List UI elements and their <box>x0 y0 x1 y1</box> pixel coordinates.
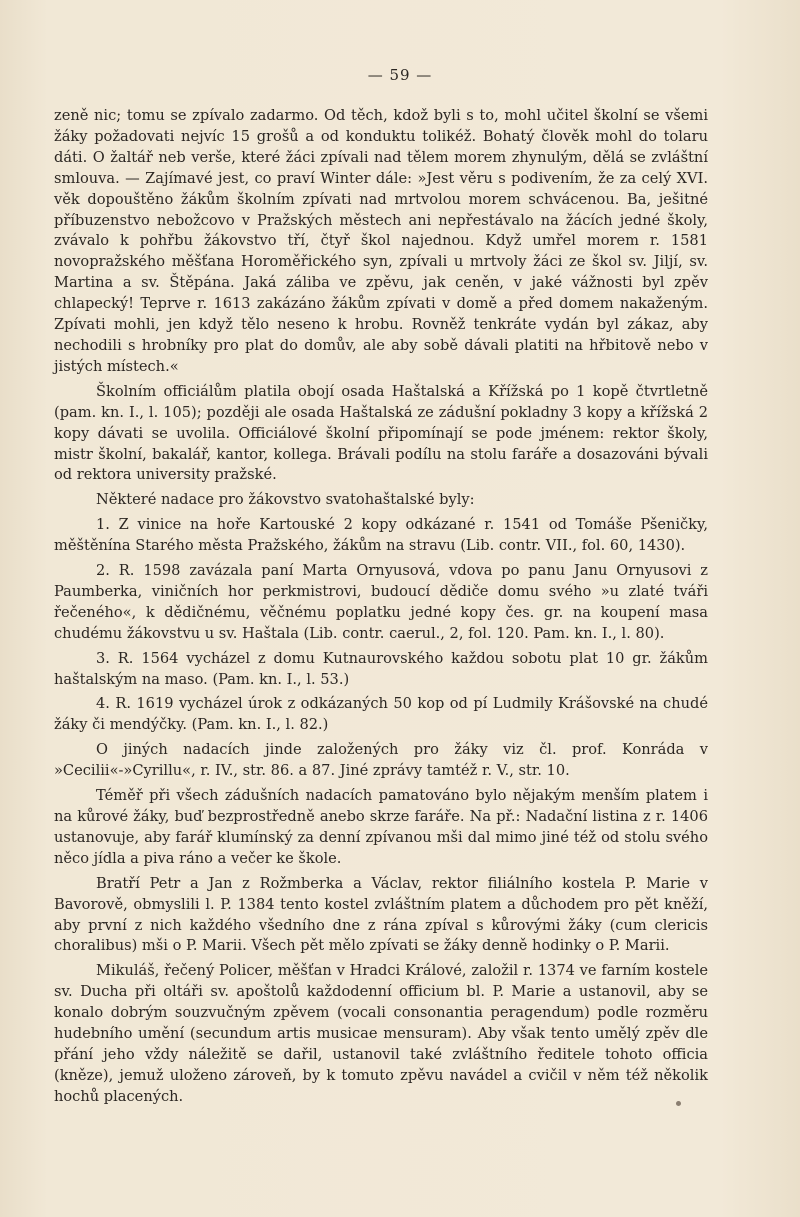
paragraph-2: Školním officiálům platila obojí osada Haštalská a Křížská po 1 kopě čtvrtletně (pam. kn. I., l. 105); později ale osada Haštalská ze zádušní pokladny 3 kopy a křížská 2 kopy dávati se uvolila. Officiálové školní připomínají se pode jménem: rektor školy, mistr školní, bakalář, kantor, kollega. Brávali podílu na stolu faráře a dosazováni bývali od rektora university pražské. <box>54 382 708 484</box>
paragraph-5: 2. R. 1598 zavázala paní Marta Ornyusová, vdova po panu Janu Ornyusovi z Paumberka, viničních hor perkmistrovi, budoucí dědiče domu svého »u zlaté tváři řečeného«, k dědičnému, věčnému poplatku jedné kopy čes. gr. na koupení masa chudému žákovstvu u sv. Haštala (Lib. contr. caerul., 2, fol. 120. Pam. kn. I., l. 80). <box>54 562 708 642</box>
paragraph-11: Mikuláš, řečený Policer, měšťan v Hradci Králové, založil r. 1374 ve farním kostele sv. Ducha při oltáři sv. apoštolů každodenní officium bl. P. Marie a ustanovil, aby se konalo dobrým souzvučným zpěvem (vocali consonantia peragendum) podle rozměru hudebního umění (secundum artis musicae mensuram). Aby však tento umělý zpěv dle přání jeho vždy náležitě se dařil, ustanovil také zvláštního ředitele tohoto officia (kněze), jemuž uloženo zároveň, by k tomuto zpěvu navádel a cvičil v něm též několik hochů placených. <box>54 962 708 1105</box>
paragraph-7: 4. R. 1619 vycházel úrok z odkázaných 50 kop od pí Ludmily Krášovské na chudé žáky či mendýčky. (Pam. kn. I., l. 82.) <box>54 695 708 734</box>
paragraph-4: 1. Z vinice na hoře Kartouské 2 kopy odkázané r. 1541 od Tomáše Pšeničky, měštěnína Starého města Pražského, žákům na stravu (Lib. contr. VII., fol. 60, 1430). <box>54 516 708 555</box>
paragraph-3: Některé nadace pro žákovstvo svatohaštalské byly: <box>96 491 475 509</box>
page-number: — 59 — <box>367 66 433 84</box>
paragraph-9: Téměř při všech zádušních nadacích pamatováno bylo nějakým menším platem i na kůrové žáky, buď bezprostředně anebo skrze faráře. Na př.: Nadační listina z r. 1406 ustanovuje, aby farář klumínský za denní zpívanou mši dal mimo jiné též od stolu svého něco jídla a piva ráno a večer ke škole. <box>54 787 708 867</box>
paragraph-1: zeně nic; tomu se zpívalo zadarmo. Od těch, kdož byli s to, mohl učitel školní se všemi žáky požadovati nejvíc 15 grošů a od konduktu tolikéž. Bohatý člověk mohl do tolaru dáti. O žaltář neb verše, které žáci zpívali nad tělem morem zhynulým, dělá se zvláštní smlouva. — Zajímavé jest, co praví Winter dále: »Jest věru s podivením, že za celý XVI. věk dopouštěno žákům školním zpívati nad mrtvolou morem schvácenou. Ba, ješitné příbuzenstvo nebožcovo v Pražských městech ani nepřestávalo na žácích jedné školy, zvávalo k pohřbu žákovstvo tří, čtyř škol najednou. Když umřel morem r. 1581 novopražského měšťana Horoměřického syn, zpívali u mrtvoly žáci ze škol sv. Jiljí, sv. Martina a sv. Štěpána. Jaká záliba ve zpěvu, jak ceněn, v jaké vážnosti byl zpěv chlapecký! Teprve r. 1613 zakázáno žákům zpívati v domě a před domem nakaženým. Zpívati mohli, jen když tělo neseno k hrobu. Rovněž tenkráte vydán byl zákaz, aby nechodili s hrobníky pro plat do domův, ale aby sobě dávali platiti na hřbitově nebo v jistých místech.« <box>54 107 708 375</box>
paragraph-10: Bratří Petr a Jan z Rožmberka a Václav, rektor filiálního kostela P. Marie v Bavorově, obmyslili l. P. 1384 tento kostel zvláštním platem a důchodem pro pět kněží, aby první z nich každého všedního dne z rána zpíval s kůrovými žáky (cum clericis choralibus) mši o P. Marii. Všech pět mělo zpívati se žáky denně hodinky o P. Marii. <box>54 874 708 955</box>
paragraph-6: 3. R. 1564 vycházel z domu Kutnaurovského každou sobotu plat 10 gr. žákům haštalským na maso. (Pam. kn. I., l. 53.) <box>54 649 708 688</box>
paragraph-8: O jiných nadacích jinde založených pro žáky viz čl. prof. Konráda v »Cecilii«-»Cyrillu«, r. IV., str. 86. a 87. Jiné zprávy tamtéž r. V., str. 10. <box>54 741 708 780</box>
ink-spot <box>676 1101 681 1106</box>
body-text <box>54 106 708 1112</box>
